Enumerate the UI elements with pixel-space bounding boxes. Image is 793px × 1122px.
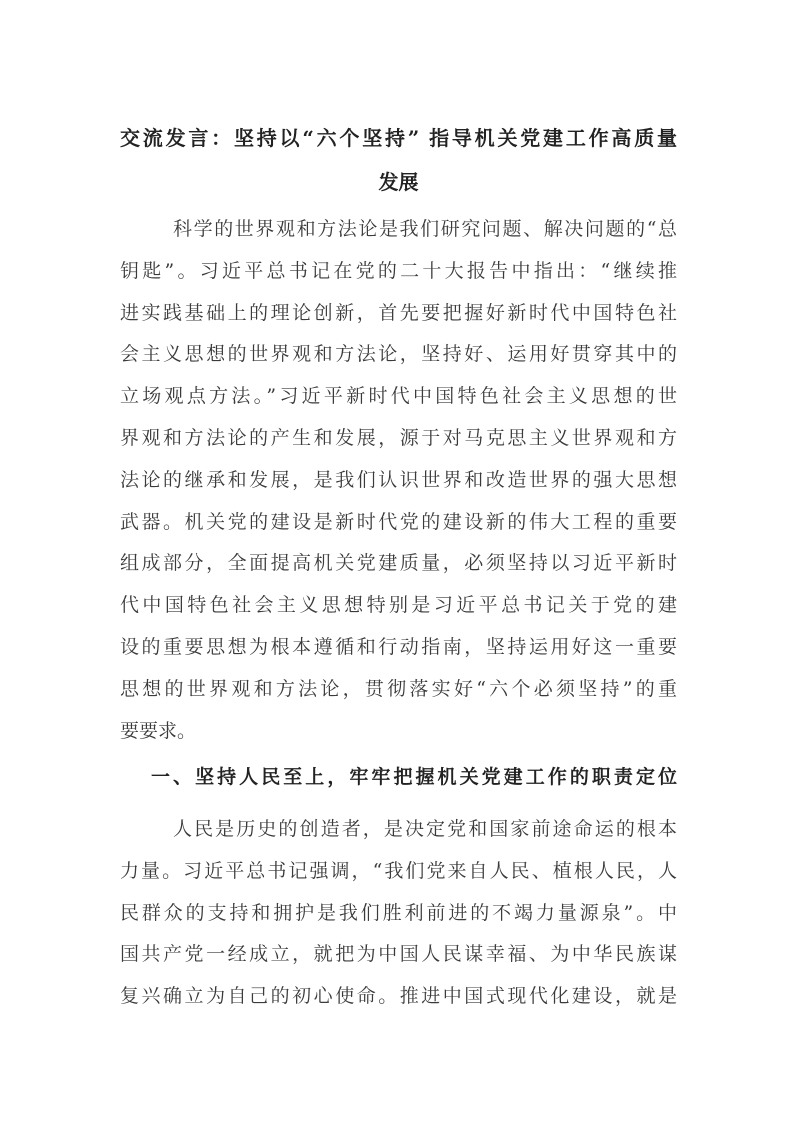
text-line: 力量。习近平总书记强调，“我们党来自人民、植根人民，人 <box>120 859 677 882</box>
text-line: 会主义思想的世界观和方法论，坚持好、运用好贯穿其中的 <box>120 343 677 366</box>
text-line: 界观和方法论的产生和发展，源于对马克思主义世界观和方 <box>120 427 677 449</box>
text-line: 人民是历史的创造者，是决定党和国家前途命运的根本 <box>173 818 677 840</box>
text-line: 进实践基础上的理论创新，首先要把握好新时代中国特色社 <box>120 301 677 324</box>
text-line: 代中国特色社会主义思想特别是习近平总书记关于党的建 <box>120 594 677 617</box>
text-line: 组成部分，全面提高机关党建质量，必须坚持以习近平新时 <box>120 552 677 575</box>
section-heading-1: 一、坚持人民至上，牢牢把握机关党建工作的职责定位 <box>151 766 677 788</box>
text-line: 武器。机关党的建设是新时代党的建设新的伟大工程的重要 <box>120 510 677 533</box>
text-line: 钥匙”。习近平总书记在党的二十大报告中指出：“继续推 <box>120 259 677 282</box>
text-line: 思想的世界观和方法论，贯彻落实好“六个必须坚持”的重 <box>120 677 677 700</box>
document-title-line-2: 发展 <box>378 170 419 194</box>
text-line: 科学的世界观和方法论是我们研究问题、解决问题的“总 <box>173 218 677 240</box>
text-line: 国共产党一经成立，就把为中国人民谋幸福、为中华民族谋 <box>120 943 677 966</box>
text-line: 复兴确立为自己的初心使命。推进中国式现代化建设，就是 <box>120 985 677 1008</box>
text-line: 设的重要思想为根本遵循和行动指南，坚持运用好这一重要 <box>120 636 677 658</box>
text-line: 立场观点方法。”习近平新时代中国特色社会主义思想的世 <box>120 385 677 408</box>
text-line: 要要求。 <box>120 719 197 742</box>
text-line: 民群众的支持和拥护是我们胜利前进的不竭力量源泉”。中 <box>120 901 677 924</box>
text-line: 法论的继承和发展，是我们认识世界和改造世界的强大思想 <box>120 468 677 491</box>
document-title-line-1: 交流发言：坚持以“六个坚持” 指导机关党建工作高质量 <box>120 126 677 150</box>
